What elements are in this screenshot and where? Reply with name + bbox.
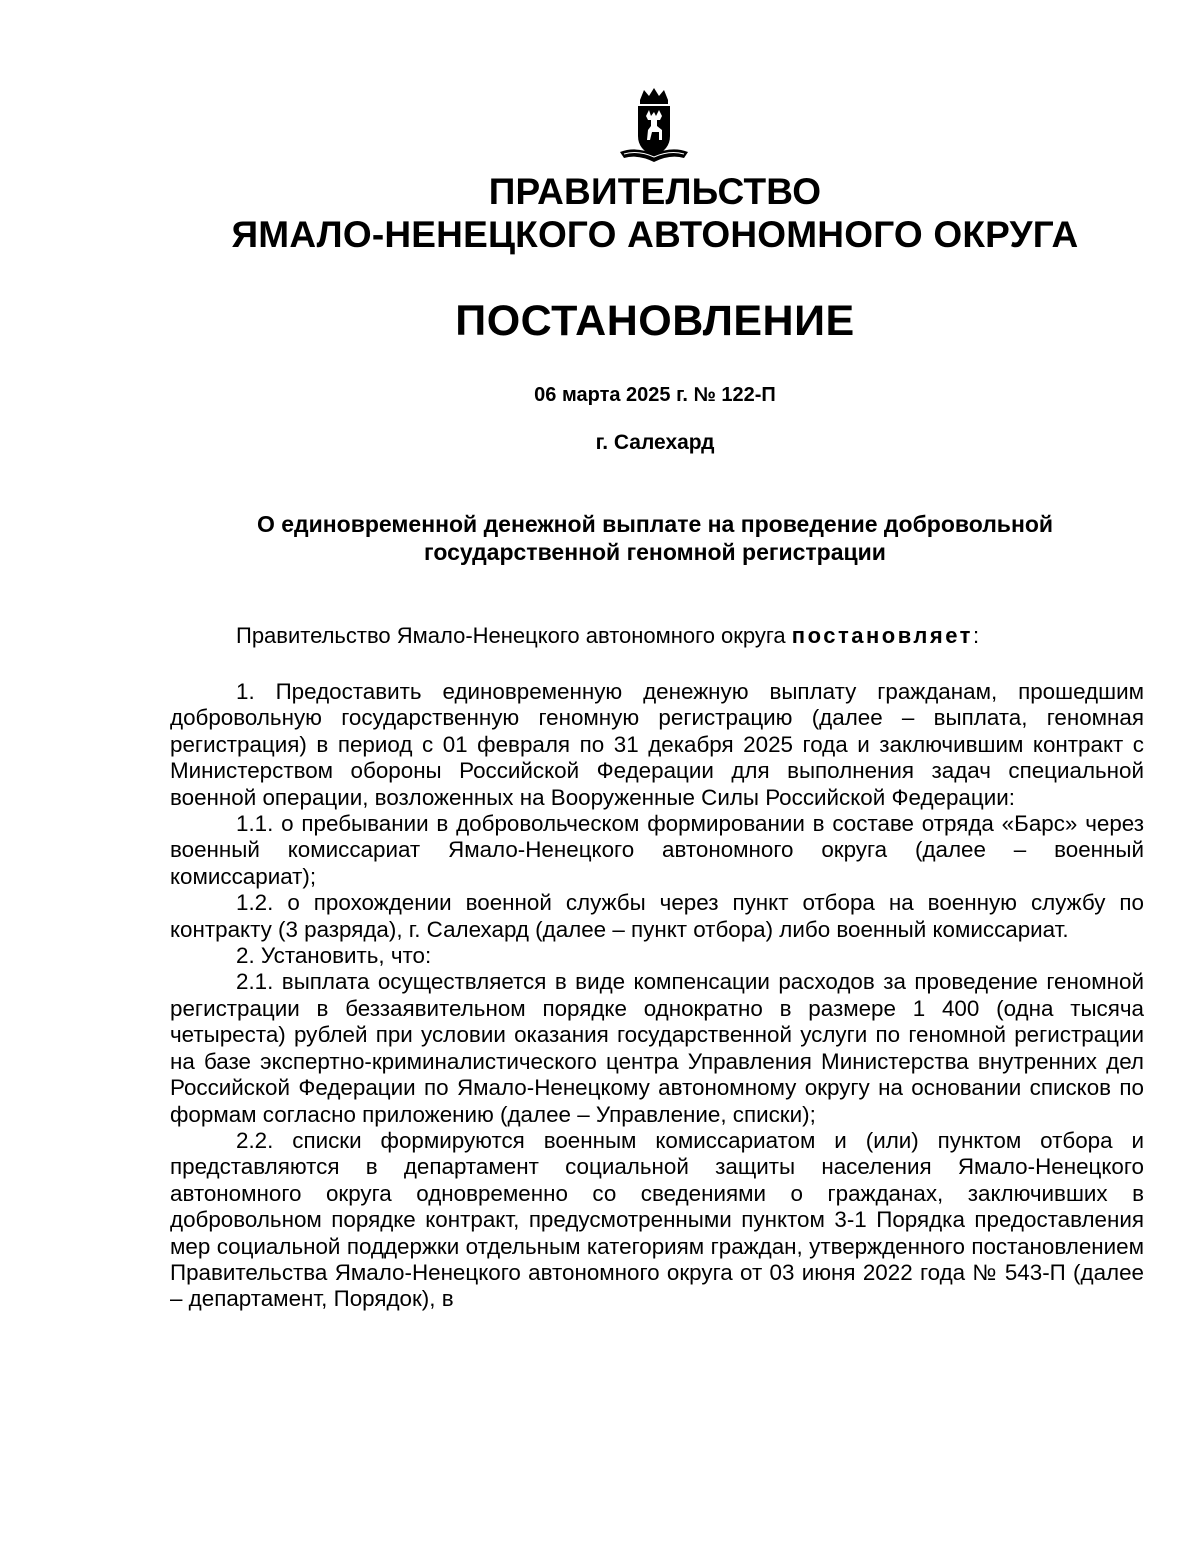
- preamble: [236, 622, 979, 650]
- paragraph-1: 1. Предоставить единовременную денежную выплату гражданам, прошедшим добровольную государственную геномную регистрацию (далее – выплата, геномная регистрация) в период с 01 февраля по 31 декабря 2025 года и заключившим контракт с Министерством обороны Российской Федерации для выполнения задач специальной военной операции, возложенных на Вооруженные Силы Российской Федерации:: [170, 679, 1144, 810]
- subject-line-1: О единовременной денежной выплате на проведение добровольной: [256, 511, 1054, 537]
- document-subject: [170, 510, 1140, 566]
- government-title: ПРАВИТЕЛЬСТВО: [488, 171, 822, 212]
- subject-line-2: государственной геномной регистрации: [424, 539, 886, 565]
- paragraph-2-2: 2.2. списки формируются военным комиссариатом и (или) пунктом отбора и представляются в департамент социальной защиты населения Ямало-Ненецкого автономного округа одновременно со сведениями о гражданах, заключивших в добровольном порядке контракт, предусмотренными пунктом 3-1 Порядка предоставления мер социальной поддержки отдельным категориям граждан, утвержденного постановлением Правительства Ямало-Ненецкого автономного округа от 03 июня 2022 года № 543-П (далее – департамент, Порядок), в: [170, 1127, 1144, 1312]
- preamble-emphasis: постановляет: [791, 623, 973, 648]
- paragraph-2-1: 2.1. выплата осуществляется в виде компенсации расходов за проведение геномной регистрации в беззаявительном порядке однократно в размере 1 400 (одна тысяча четыреста) рублей при условии оказания государственной услуги по геномной регистрации на базе экспертно-криминалистического центра Управления Министерства внутренних дел Российской Федерации по Ямало-Ненецкому автономному округу на основании списков по формам согласно приложению (далее – Управление, списки);: [170, 969, 1144, 1127]
- preamble-text: Правительство Ямало-Ненецкого автономного округа: [236, 623, 792, 648]
- government-region-title: ЯМАЛО-НЕНЕЦКОГО АВТОНОМНОГО ОКРУГА: [231, 214, 1079, 255]
- paragraph-2: 2. Установить, что:: [236, 943, 432, 969]
- document-date-number: 06 марта 2025 г. № 122-П: [534, 384, 776, 406]
- paragraph-1-1: 1.1. о пребывании в добровольческом формировании в составе отряда «Барс» через военный комиссариат Ямало-Ненецкого автономного округа (далее – военный комиссариат);: [170, 811, 1144, 889]
- coat-of-arms-icon: [616, 86, 692, 168]
- document-type: ПОСТАНОВЛЕНИЕ: [455, 297, 855, 345]
- paragraph-1-2: 1.2. о прохождении военной службы через пункт отбора на военную службу по контракту (3 разряда), г. Салехард (далее – пункт отбора) либо военный комиссариат.: [170, 890, 1144, 942]
- document-body: [170, 679, 1144, 1313]
- document-city: г. Салехард: [595, 431, 715, 454]
- preamble-suffix: :: [972, 623, 980, 648]
